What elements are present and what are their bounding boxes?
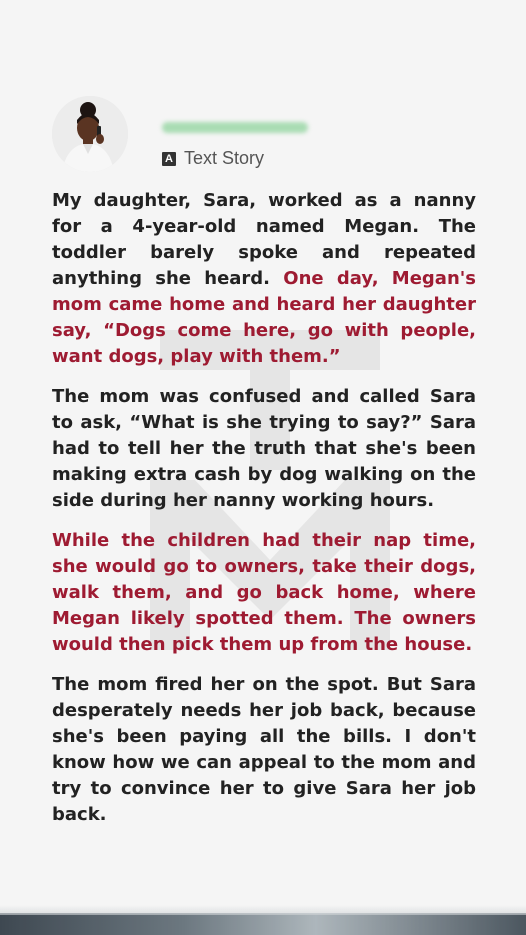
story-type-text: Text Story: [184, 148, 265, 168]
story-type-label: [162, 148, 264, 169]
author-name-redacted: [162, 122, 308, 133]
story-body: [52, 188, 476, 842]
paragraph-1-text: My daughter, Sara, worked as a nanny for a 4-year-old named Megan. The toddler barely spoke and repeated anything she heard.: [52, 190, 476, 289]
text-story-icon: A: [162, 152, 176, 166]
paragraph-2: The mom was confused and called Sara to ask, “What is she trying to say?” Sara had to tell her the truth that she's been making extra cash by dog walking on the side during her nanny working hours.: [52, 386, 476, 511]
paragraph-4: The mom fired her on the spot. But Sara desperately needs her job back, because she's been paying all the bills. I don't know how we can appeal to the mom and try to convince her to give Sara her job back.: [52, 674, 476, 825]
paragraph-3-highlight: While the children had their nap time, she would go to owners, take their dogs, walk them, and go back home, where Megan likely spotted them. The owners would then pick them up from the house.: [52, 530, 476, 655]
paragraph-1: [52, 188, 476, 370]
paragraph-1-highlight: One day, Megan's mom came home and heard her daughter say, “Dogs come here, go with people, want dogs, play with them.”: [52, 268, 476, 367]
bottom-image-strip: [0, 913, 526, 935]
post-header: [52, 96, 482, 176]
avatar[interactable]: [52, 96, 128, 172]
